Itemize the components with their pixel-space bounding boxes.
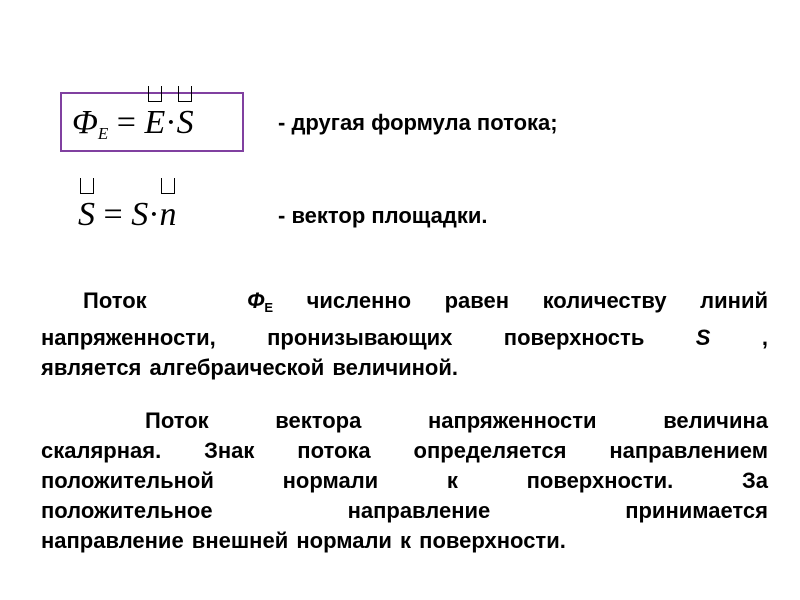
paragraph2-line4: положительное направление принимается <box>41 498 768 523</box>
vector-marker-icon <box>80 178 94 194</box>
flux-formula <box>72 106 194 142</box>
paragraph1-line1 <box>41 286 768 323</box>
vector-e-letter: E <box>144 104 166 141</box>
flux-symbol <box>247 288 273 313</box>
equals-sign: = <box>116 104 136 141</box>
text-fragment: Поток <box>83 288 147 313</box>
vector-e <box>144 106 165 140</box>
formula1-description: - другая формула потока; <box>278 110 558 135</box>
paragraph2-line1: Поток вектора напряженности величина <box>145 408 768 433</box>
dot-operator: · <box>165 104 177 141</box>
scalar-s: S <box>131 196 149 233</box>
flux-letter: Ф <box>247 288 265 313</box>
vector-marker-icon <box>148 86 162 102</box>
vector-s-letter: S <box>176 104 194 141</box>
vector-s <box>78 198 95 232</box>
vector-s-letter: S <box>78 196 95 233</box>
paragraph1-line2 <box>41 323 768 353</box>
flux-subscript: E <box>264 300 274 315</box>
area-vector-formula <box>78 198 177 232</box>
text-fragment: , <box>761 325 768 350</box>
paragraph2-line2: скалярная. Знак потока определяется направлением <box>41 438 768 463</box>
text-fragment: численно равен количеству линий <box>306 288 768 313</box>
paragraph-flux-sign <box>41 406 768 556</box>
vector-marker-icon <box>161 178 175 194</box>
normal-vector-letter: n <box>159 196 177 233</box>
paragraph2-line3: положительной нормали к поверхности. За <box>41 468 768 493</box>
paragraph-flux-meaning <box>41 286 768 383</box>
surface-symbol: S <box>695 325 711 350</box>
paragraph1-line3: является алгебраической величиной. <box>41 355 458 380</box>
normal-vector <box>160 198 177 232</box>
vector-marker-icon <box>178 86 192 102</box>
text-fragment: напряженности, пронизывающих поверхность <box>41 325 645 350</box>
vector-s <box>177 106 194 140</box>
flux-subscript: E <box>97 124 109 143</box>
formula2-description: - вектор площадки. <box>278 203 488 228</box>
flux-symbol: Φ <box>72 104 98 141</box>
equals-sign: = <box>103 196 123 233</box>
dot-operator: · <box>148 196 160 233</box>
paragraph2-line5: направление внешней нормали к поверхности. <box>41 528 566 553</box>
